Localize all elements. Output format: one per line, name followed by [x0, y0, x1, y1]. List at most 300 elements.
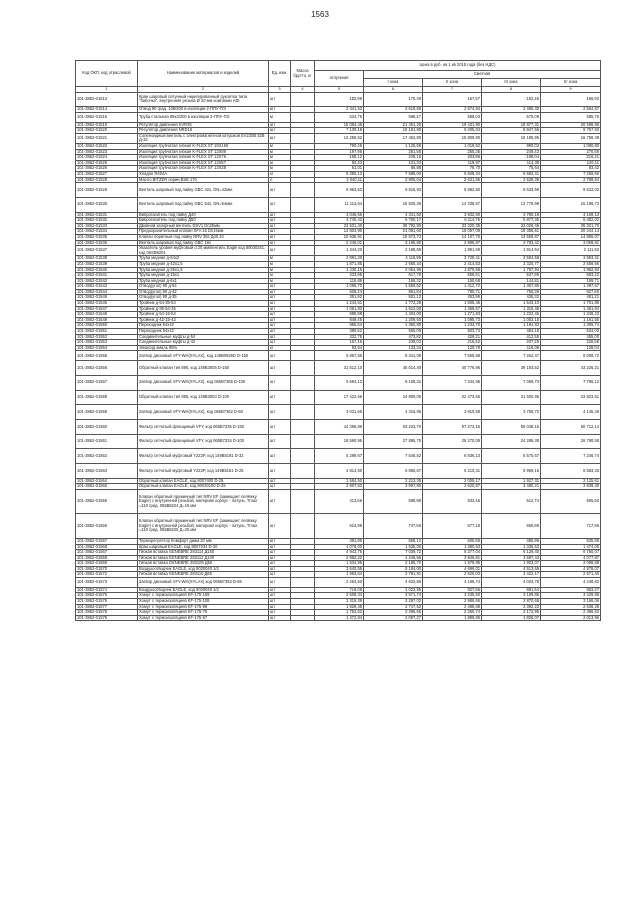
row-code: 101-3862-01550: [76, 323, 138, 329]
row-zone3-price: 144,81: [482, 278, 541, 284]
row-unit: шт: [269, 599, 291, 605]
row-zone4-price: 3 166,06: [541, 599, 601, 605]
row-zone3-price: 4 513,65: [482, 566, 541, 572]
row-zone1-price: 4 316,95: [364, 405, 423, 420]
row-release-price: 719,08: [315, 587, 364, 593]
row-zone4-price: 159,71: [541, 278, 601, 284]
row-name: Тройник д-54-35-54: [138, 301, 269, 307]
row-code: 101-3862-01532: [76, 218, 138, 224]
col-header-unit: Ед. изм.: [269, 61, 291, 87]
col-index: 8: [482, 87, 541, 93]
row-release-price: 1 344,20: [315, 246, 364, 256]
row-release-price: 4 814,50: [315, 464, 364, 479]
row-zone4-price: 228,58: [541, 340, 601, 346]
row-zone1-price: 170,49: [364, 92, 423, 107]
row-release-price: 1 584,50: [315, 478, 364, 484]
row-unit: шт: [269, 593, 291, 599]
row-name: Предохранительный клапан SFA 15 Dn15мм: [138, 229, 269, 235]
row-zone1-price: 5 184,00: [364, 566, 423, 572]
row-zone2-price: 2 260,74: [423, 610, 482, 616]
row-code: 101-3862-01568: [76, 544, 138, 550]
row-zone2-price: 6 836,13: [423, 449, 482, 464]
row-unit: шт: [269, 449, 291, 464]
row-zone2-price: 6 377,04: [423, 550, 482, 556]
row-code: 101-3862-01574: [76, 587, 138, 593]
row-zone3-price: 13 559,87: [482, 234, 541, 240]
row-zone2-price: 780,71: [423, 289, 482, 295]
row-name: Хомут с термоизоляцией KF-175-89: [138, 604, 269, 610]
row-code: 101-3862-01556: [76, 361, 138, 376]
row-release-price: 413,66: [315, 489, 364, 514]
row-name: Регулятор давления KVR35: [138, 122, 269, 128]
row-zone4-price: 585,75: [541, 112, 601, 122]
row-release-price: 3 253,50: [315, 578, 364, 588]
row-unit: м: [269, 261, 291, 267]
row-code: 101-3862-01552: [76, 334, 138, 340]
row-unit: шт: [269, 329, 291, 335]
row-zone4-price: 16 758,49: [541, 133, 601, 143]
row-zone1-price: 8 108,22: [364, 375, 423, 390]
row-zone3-price: 1 927,31: [482, 478, 541, 484]
row-zone4-price: 534,00: [541, 329, 601, 335]
row-name: Хомут с термоизоляцией KF-175-108: [138, 599, 269, 605]
table-row: [76, 419, 601, 434]
row-zone4-price: 7 259,66: [541, 172, 601, 178]
row-unit: м: [269, 278, 291, 284]
table-row: [76, 615, 601, 621]
row-zone3-price: 21 600,95: [482, 390, 541, 405]
row-zone4-price: 20 244,14: [541, 229, 601, 235]
row-release-price: 5 694,13: [315, 375, 364, 390]
row-zone2-price: 33 320,35: [423, 223, 482, 229]
row-code: 101-3862-01563: [76, 464, 138, 479]
row-code: 101-3862-01559: [76, 405, 138, 420]
row-code: 101-3862-01554: [76, 345, 138, 351]
row-code: 101-3862-01551: [76, 329, 138, 335]
row-zone2-price: 927,56: [423, 587, 482, 593]
row-zone1-price: 2 198,69: [364, 246, 423, 256]
row-zone4-price: 166,93: [541, 92, 601, 107]
row-release-price: 17 422,56: [315, 390, 364, 405]
row-mass: [291, 92, 315, 107]
row-zone2-price: 22 473,66: [423, 390, 482, 405]
row-zone2-price: 7 344,95: [423, 375, 482, 390]
row-unit: шт: [269, 312, 291, 318]
row-mass: [291, 419, 315, 434]
row-unit: шт: [269, 317, 291, 323]
row-zone3-price: 1 797,94: [482, 267, 541, 273]
row-zone1-price: 225,16: [364, 155, 423, 161]
row-code: 101-3862-01542: [76, 278, 138, 284]
row-zone3-price: 2 529,39: [482, 177, 541, 183]
row-code: 101-3862-01560: [76, 419, 138, 434]
row-unit: шт: [269, 323, 291, 329]
row-zone2-price: 215,62: [423, 340, 482, 346]
row-zone1-price: 1 512,00: [364, 306, 423, 312]
row-code: 101-3862-01569: [76, 561, 138, 567]
row-mass: [291, 514, 315, 539]
row-zone4-price: 1 474,05: [541, 544, 601, 550]
row-zone3-price: 3 697,43: [482, 555, 541, 561]
row-zone1-price: 36 782,90: [364, 223, 423, 229]
row-zone4-price: 1 497,57: [541, 284, 601, 290]
row-zone4-price: 23 823,51: [541, 390, 601, 405]
row-unit: кг: [269, 345, 291, 351]
row-zone3-price: 7 059,73: [482, 375, 541, 390]
row-release-price: 116,89: [315, 278, 364, 284]
row-code: 101-3862-01558: [76, 390, 138, 405]
row-zone4-price: 7 246,74: [541, 449, 601, 464]
row-release-price: 44 396,86: [315, 419, 364, 434]
row-code: 101-3862-01579: [76, 615, 138, 621]
row-zone4-price: 20 598,95: [541, 122, 601, 128]
row-code: 101-3862-01565: [76, 484, 138, 490]
row-name: Труба медная д-54x2: [138, 256, 269, 262]
row-unit: шт: [269, 538, 291, 544]
row-zone2-price: 3 910,58: [423, 405, 482, 420]
row-unit: шт: [269, 489, 291, 514]
page-number: 1563: [311, 10, 329, 19]
row-zone3-price: 1 184,83: [482, 323, 541, 329]
row-unit: шт: [269, 218, 291, 224]
col-index: 1: [76, 87, 138, 93]
row-release-price: 1 472,84: [315, 615, 364, 621]
row-release-price: 1 953,64: [315, 572, 364, 578]
row-zone3-price: 4 033,78: [482, 578, 541, 588]
row-name: Обратный клапан тип 895, код 149B3003 D-100: [138, 390, 269, 405]
row-zone4-price: 2 789,64: [541, 177, 601, 183]
row-zone4-price: 216,21: [541, 155, 601, 161]
row-release-price: 7 130,15: [315, 128, 364, 134]
row-zone1-price: 27 895,75: [364, 434, 423, 449]
row-zone2-price: 1 412,72: [423, 284, 482, 290]
row-unit: шт: [269, 405, 291, 420]
row-code: 101-3862-01530: [76, 197, 138, 212]
row-zone1-price: 3 196,80: [364, 240, 423, 246]
row-unit: шт: [269, 544, 291, 550]
row-code: 101-3862-01528: [76, 177, 138, 183]
row-code: 101-3862-01570: [76, 566, 138, 572]
row-name: Труба медная д-42x1,5: [138, 261, 269, 267]
row-zone3-price: 3 109,86: [482, 593, 541, 599]
row-release-price: 2 341,53: [315, 107, 364, 113]
col-index: 9: [541, 87, 601, 93]
table-row: [76, 197, 601, 212]
row-zone2-price: 120,79: [423, 345, 482, 351]
row-zone3-price: 1 903,07: [482, 561, 541, 567]
row-zone1-price: 588,99: [364, 489, 423, 514]
row-zone1-price: 17 452,80: [364, 133, 423, 143]
row-name: Труба медная д-35x1,5: [138, 267, 269, 273]
row-zone1-price: 281,58: [364, 149, 423, 155]
row-code: 101-3862-01519: [76, 122, 138, 128]
row-zone4-price: 43 226,21: [541, 361, 601, 376]
row-zone1-price: 2 665,44: [364, 261, 423, 267]
row-zone3-price: 537,89: [482, 273, 541, 279]
row-unit: шт: [269, 514, 291, 539]
col-index: 4: [291, 87, 315, 93]
row-zone4-price: 6 583,33: [541, 464, 601, 479]
row-zone1-price: 3 297,02: [364, 599, 423, 605]
row-zone4-price: 4 145,46: [541, 405, 601, 420]
row-code: 101-3862-01513: [76, 92, 138, 107]
row-zone3-price: 1 336,53: [482, 544, 541, 550]
row-name: Переходник 54x42: [138, 329, 269, 335]
table-row: [76, 464, 601, 479]
row-zone1-price: 617,78: [364, 273, 423, 279]
row-name: Труба стальная 89x3/200 в изоляции 2-ППУ-ПЭ: [138, 112, 269, 122]
row-zone2-price: 14 107,70: [423, 234, 482, 240]
row-name: Гибкая вставка GENEBRE 283109 Д50: [138, 561, 269, 567]
row-release-price: 1 871,85: [315, 261, 364, 267]
row-zone4-price: 270,66: [541, 149, 601, 155]
row-zone1-price: 7 546,52: [364, 449, 423, 464]
row-zone3-price: 3 780,18: [482, 212, 541, 218]
row-release-price: 5 350,13: [315, 172, 364, 178]
row-unit: шт: [269, 183, 291, 198]
row-zone4-price: 717,86: [541, 514, 601, 539]
row-release-price: 605,24: [315, 289, 364, 295]
row-zone3-price: 24 289,38: [482, 434, 541, 449]
row-zone3-price: 2 496,30: [482, 107, 541, 113]
row-release-price: 31 612,10: [315, 361, 364, 376]
row-zone1-price: 3 997,80: [364, 484, 423, 490]
row-zone1-price: 6 750,17: [364, 218, 423, 224]
row-mass: [291, 405, 315, 420]
row-code: 101-3862-01576: [76, 599, 138, 605]
row-name: Двойной запорный вентиль DSV1 Dn25мм: [138, 223, 269, 229]
row-zone1-price: 2 619,68: [364, 107, 423, 113]
table-row: [76, 375, 601, 390]
row-mass: [291, 489, 315, 514]
row-zone3-price: 8 947,56: [482, 128, 541, 134]
row-mass: [291, 375, 315, 390]
row-release-price: 3 046,66: [315, 212, 364, 218]
row-unit: шт: [269, 295, 291, 301]
row-release-price: 2 245,01: [315, 240, 364, 246]
row-code: 101-3862-01541: [76, 273, 138, 279]
row-zone2-price: 25 270,09: [423, 434, 482, 449]
row-release-price: 12 258,52: [315, 133, 364, 143]
table-row: [76, 351, 601, 361]
col-header-zone-4: IV зона: [541, 79, 601, 87]
row-zone2-price: 118,97: [423, 160, 482, 166]
row-zone2-price: 2 520,03: [423, 572, 482, 578]
row-zone1-price: 166,32: [364, 278, 423, 284]
row-zone3-price: 32 026,45: [482, 223, 541, 229]
row-zone2-price: 503,74: [423, 329, 482, 335]
row-zone4-price: 2 396,52: [541, 610, 601, 616]
row-zone2-price: 14 335,67: [423, 197, 482, 212]
row-code: 101-3862-01545: [76, 295, 138, 301]
row-zone1-price: 556,09: [364, 329, 423, 335]
row-zone3-price: 2 870,68: [482, 599, 541, 605]
row-code: 101-3862-01572: [76, 572, 138, 578]
row-zone1-price: 2 064,96: [364, 267, 423, 273]
row-release-price: 19 590,95: [315, 434, 364, 449]
table-body: [76, 92, 601, 621]
row-unit: шт: [269, 289, 291, 295]
row-zone4-price: 4 448,82: [541, 578, 601, 588]
row-zone1-price: 3 571,74: [364, 593, 423, 599]
row-zone3-price: 3 584,58: [482, 256, 541, 262]
row-zone1-price: 501,12: [364, 295, 423, 301]
row-release-price: 2 315,39: [315, 599, 364, 605]
row-zone3-price: 116,09: [482, 345, 541, 351]
row-code: 101-3862-01537: [76, 246, 138, 256]
row-release-price: 5 299,67: [315, 449, 364, 464]
row-zone2-price: 167,57: [423, 92, 482, 107]
row-name: Клапан обратный пружинный тип NRV EF (замещает лепёжку Eagle) с внутренней резьбой, материал корпус - латунь, Tmax =110 град. 065B8225 Д=20 мм: [138, 514, 269, 539]
row-zone1-price: 1 023,95: [364, 587, 423, 593]
row-zone1-price: 4 341,60: [364, 212, 423, 218]
row-unit: шт: [269, 375, 291, 390]
row-unit: шт: [269, 550, 291, 556]
row-release-price: 2 508,34: [315, 593, 364, 599]
row-zone2-price: 677,18: [423, 514, 482, 539]
row-zone3-price: 570,09: [482, 112, 541, 122]
row-zone4-price: 4 077,87: [541, 555, 601, 561]
row-name: Кран шаровый EAGLE, код 8007034 D-20: [138, 544, 269, 550]
row-unit: шт: [269, 246, 291, 256]
col-header-price-group: Цена в руб. на 1 кв 2015 года (без НДС): [315, 61, 601, 71]
row-code: 101-3862-01516: [76, 112, 138, 122]
row-release-price: 433,85: [315, 273, 364, 279]
row-zone1-price: 2 495,66: [364, 610, 423, 616]
row-zone2-price: 9 205,04: [423, 128, 482, 134]
row-zone4-price: 126,11: [541, 160, 601, 166]
row-zone4-price: 9 757,93: [541, 128, 601, 134]
row-code: 101-3862-01539: [76, 261, 138, 267]
row-name: Гибкая вставка GENEBRE 283110 Д65: [138, 572, 269, 578]
row-zone2-price: 57 272,16: [423, 419, 482, 434]
row-unit: шт: [269, 223, 291, 229]
col-index: 3: [269, 87, 291, 93]
row-zone3-price: 55 048,15: [482, 419, 541, 434]
row-code: 101-3862-01522: [76, 144, 138, 150]
row-name: Изоляция трубчатая гибкая K-FLEX ST 13X57: [138, 160, 269, 166]
row-release-price: 152,99: [315, 92, 364, 107]
row-zone4-price: 1 348,23: [541, 312, 601, 318]
row-release-price: 1 929,48: [315, 604, 364, 610]
row-code: 101-3862-01531: [76, 212, 138, 218]
row-zone1-price: 1 360,80: [364, 323, 423, 329]
row-zone3-price: 13 778,99: [482, 197, 541, 212]
row-release-price: 391,95: [315, 538, 364, 544]
row-name: Фильтр сетчатый фланцевый VFY, код 065B7334 D-100: [138, 434, 269, 449]
row-unit: шт: [269, 484, 291, 490]
col-header-code: Код ОКП, код отраслевой: [76, 61, 138, 87]
row-unit: шт: [269, 128, 291, 134]
row-zone4-price: 35 321,70: [541, 223, 601, 229]
row-name: Эпоксид эмаль 95%: [138, 345, 269, 351]
row-code: 101-3862-01575: [76, 593, 138, 599]
row-mass: [291, 434, 315, 449]
row-release-price: 158,12: [315, 155, 364, 161]
col-header-mass: Масса брутто, кг: [291, 61, 315, 87]
row-zone2-price: 3 235,50: [423, 593, 482, 599]
row-code: 101-3862-01546: [76, 301, 138, 307]
row-zone1-price: 1 404,00: [364, 312, 423, 318]
row-code: 101-3862-01514: [76, 107, 138, 113]
row-zone1-price: 7 039,72: [364, 550, 423, 556]
row-release-price: 1 244,61: [315, 301, 364, 307]
row-zone2-price: 2 488,88: [423, 604, 482, 610]
row-zone3-price: 5 969,15: [482, 464, 541, 479]
row-unit: шт: [269, 587, 291, 593]
row-unit: м: [269, 160, 291, 166]
row-code: 101-3862-01553: [76, 340, 138, 346]
row-zone4-price: 4 978,07: [541, 566, 601, 572]
table-row: [76, 183, 601, 198]
row-unit: шт: [269, 197, 291, 212]
row-zone4-price: 6 760,07: [541, 550, 601, 556]
row-zone3-price: 6 570,67: [482, 449, 541, 464]
row-name: Фильтр сетчатый муфтовый Y222P, код 149B5161 D-25: [138, 464, 269, 479]
row-zone4-price: 2 013,96: [541, 615, 601, 621]
row-zone4-price: 128,04: [541, 345, 601, 351]
row-name: Затвор дисковый VFY-WH(SYLAX) код 065B7353 D-65: [138, 578, 269, 588]
row-release-price: 23 531,40: [315, 223, 364, 229]
row-name: Воздухоотводчик EAGLE, код 9020040 1/2: [138, 566, 269, 572]
row-name: Обратный клапан EAGLE, код 80030100 D-25: [138, 484, 269, 490]
row-name: Регулятор давления NRD15: [138, 128, 269, 134]
row-release-price: 2 891,20: [315, 256, 364, 262]
row-release-price: 1 430,15: [315, 267, 364, 273]
row-release-price: 3 031,65: [315, 405, 364, 420]
row-zone1-price: 2 185,70: [364, 561, 423, 567]
row-zone4-price: 14 955,07: [541, 234, 601, 240]
row-release-price: 14 804,90: [315, 229, 364, 235]
row-mass: [291, 361, 315, 376]
row-code: 101-3862-01525: [76, 160, 138, 166]
row-zone1-price: 9 915,93: [364, 183, 423, 198]
row-zone2-price: 533,46: [423, 489, 482, 514]
row-code: 101-3862-01567: [76, 538, 138, 544]
row-release-price: 1 095,70: [315, 284, 364, 290]
row-release-price: 11 113,64: [315, 197, 364, 212]
row-zone2-price: 6 848,34: [423, 172, 482, 178]
row-zone2-price: 2 895,87: [423, 240, 482, 246]
row-zone3-price: 6 129,40: [482, 550, 541, 556]
row-zone4-price: 455,00: [541, 334, 601, 340]
row-zone1-price: 7 585,00: [364, 172, 423, 178]
row-name: Вентиль шаровый под пайку GBC 16s: [138, 240, 269, 246]
col-index: 2: [138, 87, 269, 93]
table-row: [76, 92, 601, 107]
row-zone1-price: 2 747,52: [364, 604, 423, 610]
row-zone4-price: 2 559,56: [541, 261, 601, 267]
row-name: Изоляция трубчатая гибкая K-FLEX ST 13X28: [138, 166, 269, 172]
row-unit: шт: [269, 390, 291, 405]
row-code: 101-3862-01566: [76, 514, 138, 539]
row-zone3-price: 152,46: [482, 92, 541, 107]
row-release-price: 1 061,83: [315, 306, 364, 312]
row-name: Масло BITZER серии BSE 170: [138, 177, 269, 183]
row-release-price: 3 640,55: [315, 566, 364, 572]
row-name: Затвор дисковый VFY-WH(SYLAX), код 149B0926D D-150: [138, 351, 269, 361]
row-zone3-price: 2 392,23: [482, 604, 541, 610]
row-zone4-price: 1 701,88: [541, 301, 601, 307]
row-zone3-price: 990,03: [482, 144, 541, 150]
row-zone1-price: 1 209,60: [364, 317, 423, 323]
row-zone1-price: 598,27: [364, 112, 423, 122]
row-zone4-price: 3 838,30: [541, 484, 601, 490]
row-release-price: 390,52: [315, 329, 364, 335]
row-code: 101-3862-01573: [76, 578, 138, 588]
row-unit: шт: [269, 212, 291, 218]
row-name: Затвор дисковый VFY-WH(SYLAX), код 065B7365 D-100: [138, 375, 269, 390]
